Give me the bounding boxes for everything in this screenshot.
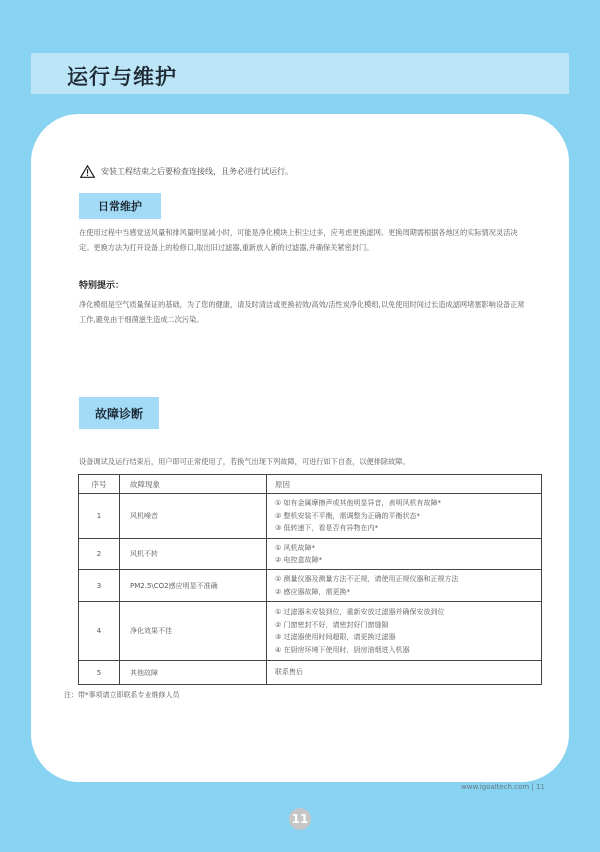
cause-line: ① 风机故障* bbox=[275, 543, 316, 552]
row-causes bbox=[267, 602, 542, 661]
special-notice-text: 净化模组是空气质量保证的基础，为了您的健康，请及时清洁或更换初效/高效/活性炭净化模组,以免使用时间过长造成滤网堵塞影响设备正常工作,避免由于细菌滋生造成二次污染。 bbox=[79, 300, 525, 324]
cause-line: ① 测量仪器及测量方法不正规，请使用正规仪器和正规方法 bbox=[275, 575, 459, 583]
fault-table bbox=[78, 474, 542, 685]
cause-line: 联系售后 bbox=[275, 668, 303, 677]
section-fault-diagnosis: 故障诊断 bbox=[79, 397, 159, 429]
section-daily-maintenance: 日常维护 bbox=[79, 193, 161, 219]
table-header-row bbox=[79, 475, 542, 494]
cause-line: ② 整机安装不平衡，需调整为正确的平衡状态* bbox=[275, 511, 420, 520]
table-row bbox=[79, 570, 542, 602]
cause-line: ② 门窗密封不好，请密封好门窗缝隙 bbox=[275, 620, 389, 629]
row-causes bbox=[267, 539, 542, 570]
header-num: 序号 bbox=[79, 475, 120, 494]
cause-line: ③ 过滤器使用时间超限，请更换过滤器 bbox=[275, 633, 396, 641]
special-notice-title: 特别提示： bbox=[79, 281, 125, 291]
cause-line: ② 电控盒故障* bbox=[275, 556, 323, 564]
row-num: 1 bbox=[79, 494, 120, 539]
cause-line: ② 感应器故障，需更换* bbox=[275, 587, 351, 596]
table-row bbox=[79, 494, 542, 539]
table-row bbox=[79, 661, 542, 685]
fault-intro-text: 设备调试及运行结束后，用户即可正常使用了，若换气出现下列故障，可进行如下自查，以便排除故障。 bbox=[79, 457, 410, 466]
warning-text: 安装工程结束之后要检查连接线，且务必进行试运行。 bbox=[101, 166, 293, 176]
row-symptom: 风机噪音 bbox=[120, 494, 267, 539]
repair-note: 注：带*事项请立即联系专业维修人员 bbox=[64, 691, 180, 699]
cause-line: ④ 在厨房环境下使用时，厨房油烟进入机器 bbox=[275, 645, 410, 654]
table-row bbox=[79, 602, 542, 661]
row-num: 3 bbox=[79, 570, 120, 602]
row-causes bbox=[267, 494, 542, 539]
header-band bbox=[31, 53, 569, 94]
cause-line: ① 如有金属摩擦声或其他明显异音，表明风机有故障* bbox=[275, 499, 441, 508]
header-symptom: 故障现象 bbox=[120, 475, 267, 494]
page-number-badge: 11 bbox=[289, 808, 311, 830]
row-symptom: 风机不转 bbox=[120, 539, 267, 570]
cause-line: ① 过滤器未安装到位，重新安放过滤器并确保安放到位 bbox=[275, 608, 445, 616]
row-num: 4 bbox=[79, 602, 120, 661]
row-num: 2 bbox=[79, 539, 120, 570]
daily-maintenance-text: 在使用过程中当感觉送风量和排风量明显减小时，可能是净化模块上积尘过多，应考虑更换滤网。更换周期需根据各地区的实际情况灵活决定。更换方法为打开设备上的检修口,取出旧过滤器,重新放入新的过滤器,并确保关紧密封门。 bbox=[79, 228, 518, 252]
header-cause: 原因 bbox=[267, 475, 542, 494]
page-title: 运行与维护 bbox=[67, 65, 177, 89]
warning-triangle-icon bbox=[80, 165, 95, 178]
footer-url: www.igoaltech.com | 11 bbox=[461, 783, 545, 791]
cause-line: ③ 低转速下，看是否有异物在内* bbox=[275, 524, 379, 533]
row-causes bbox=[267, 570, 542, 602]
install-warning bbox=[80, 163, 540, 179]
row-causes bbox=[267, 661, 542, 685]
row-num: 5 bbox=[79, 661, 120, 685]
table-row bbox=[79, 539, 542, 570]
row-symptom: 净化效果不佳 bbox=[120, 602, 267, 661]
row-symptom: PM2.5\CO2感应明显不准确 bbox=[120, 570, 267, 602]
row-symptom: 其他故障 bbox=[120, 661, 267, 685]
